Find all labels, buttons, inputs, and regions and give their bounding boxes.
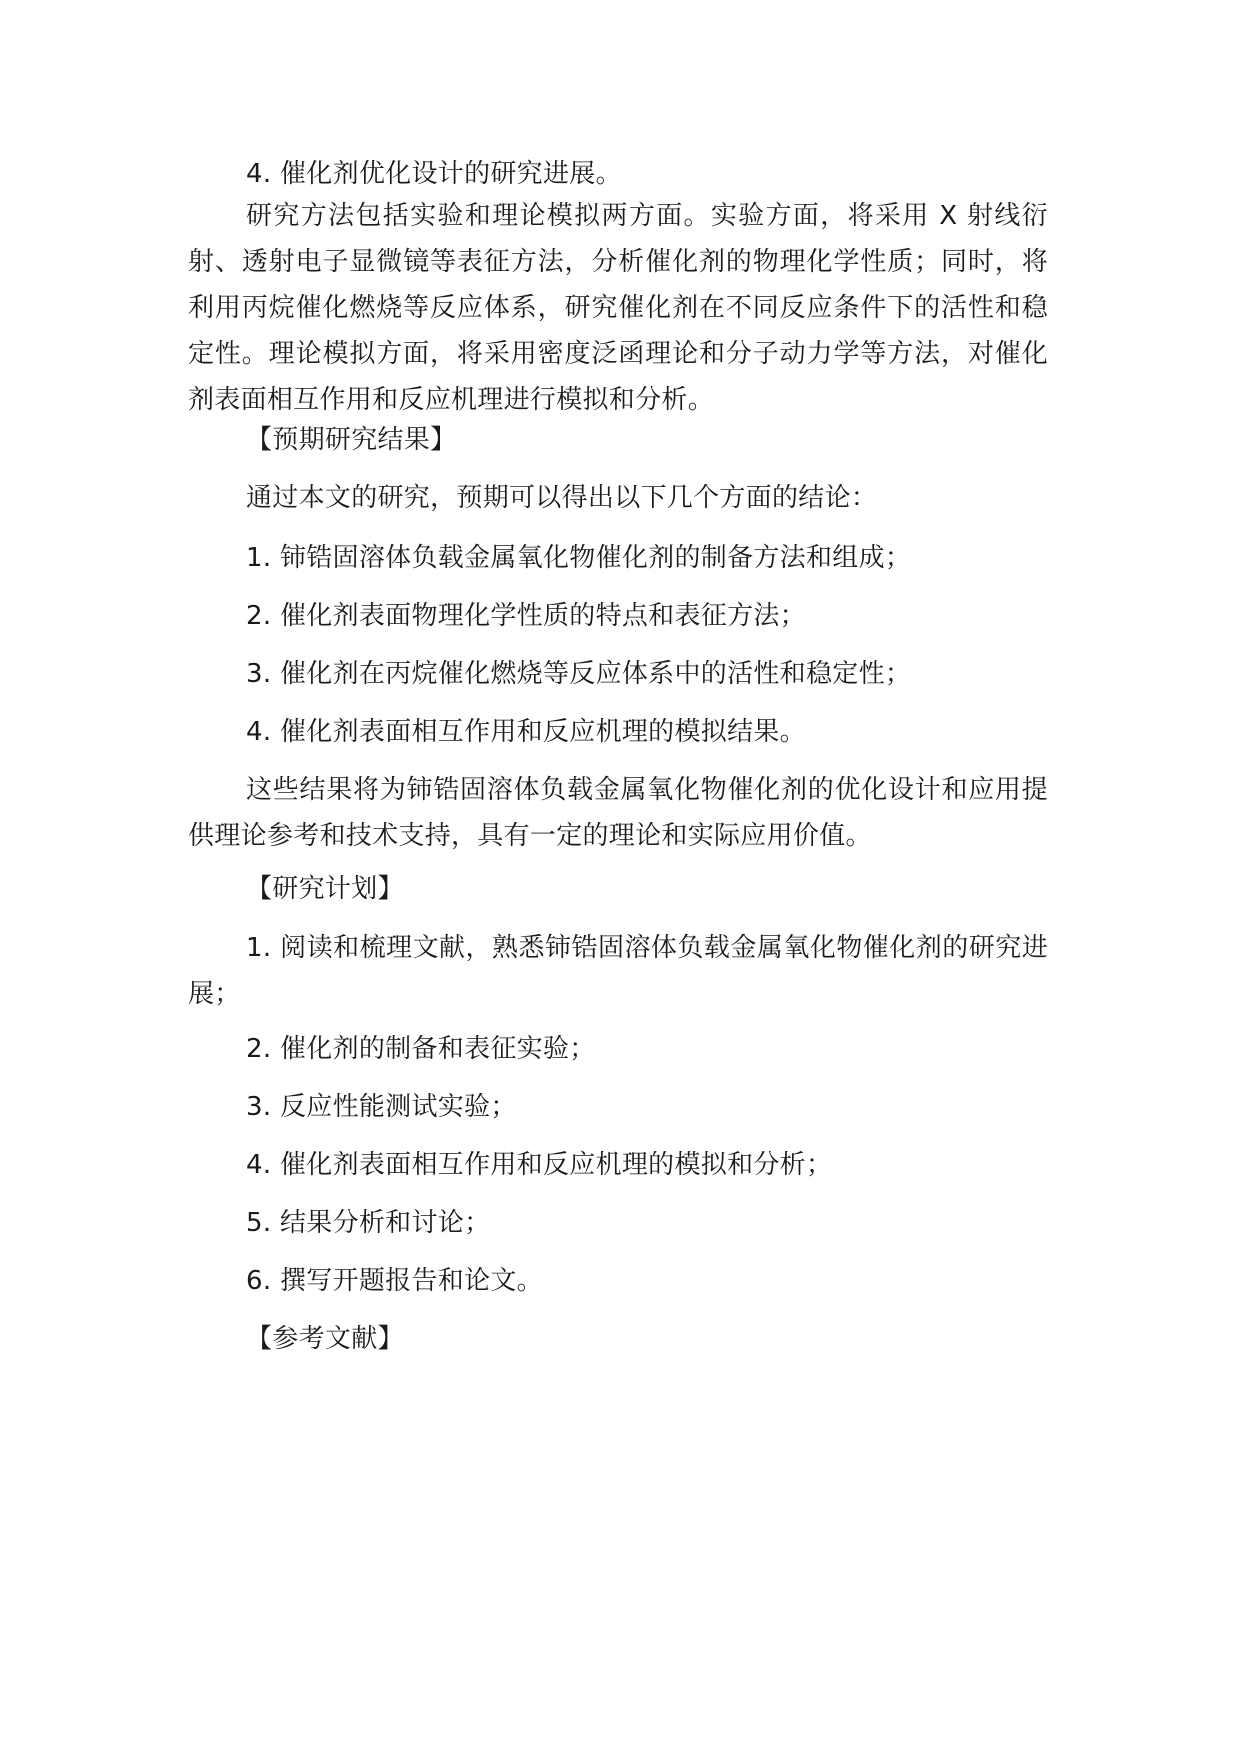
section-heading-references: 【参考文献】 [246, 1324, 404, 1354]
paragraph-expected-intro: 通过本文的研究，预期可以得出以下几个方面的结论： [246, 483, 878, 513]
list-item-plan-2: 2. 催化剂的制备和表征实验； [246, 1034, 596, 1064]
list-item-plan-6: 6. 撰写开题报告和论文。 [246, 1266, 543, 1296]
list-item-plan-3: 3. 反应性能测试实验； [246, 1092, 517, 1122]
list-item-result-1: 1. 铈锆固溶体负载金属氧化物催化剂的制备方法和组成； [246, 543, 912, 573]
paragraph-results-significance: 这些结果将为铈锆固溶体负载金属氧化物催化剂的优化设计和应用提供理论参考和技术支持，具有一定的理论和实际应用价值。 [188, 775, 1048, 851]
section-heading-expected-results: 【预期研究结果】 [246, 425, 457, 455]
paragraph-research-methods: 研究方法包括实验和理论模拟两方面。实验方面，将采用 X 射线衍射、透射电子显微镜等表征方法，分析催化剂的物理化学性质；同时，将利用丙烷催化燃烧等反应体系，研究催化剂在不同反应条件下的活性和稳定性。理论模拟方面，将采用密度泛函理论和分子动力学等方法，对催化剂表面相互作用和反应机理进行模拟和分析。 [188, 201, 1048, 415]
list-item-plan-1: 1. 阅读和梳理文献，熟悉铈锆固溶体负载金属氧化物催化剂的研究进展； [188, 933, 1048, 1009]
section-heading-research-plan: 【研究计划】 [246, 874, 404, 904]
list-item-plan-4: 4. 催化剂表面相互作用和反应机理的模拟和分析； [246, 1150, 833, 1180]
list-item-result-4: 4. 催化剂表面相互作用和反应机理的模拟结果。 [246, 717, 806, 747]
paragraph-item-4-progress: 4. 催化剂优化设计的研究进展。 [246, 159, 622, 189]
list-item-result-3: 3. 催化剂在丙烷催化燃烧等反应体系中的活性和稳定性； [246, 659, 912, 689]
list-item-plan-5: 5. 结果分析和讨论； [246, 1208, 491, 1238]
list-item-result-2: 2. 催化剂表面物理化学性质的特点和表征方法； [246, 601, 806, 631]
